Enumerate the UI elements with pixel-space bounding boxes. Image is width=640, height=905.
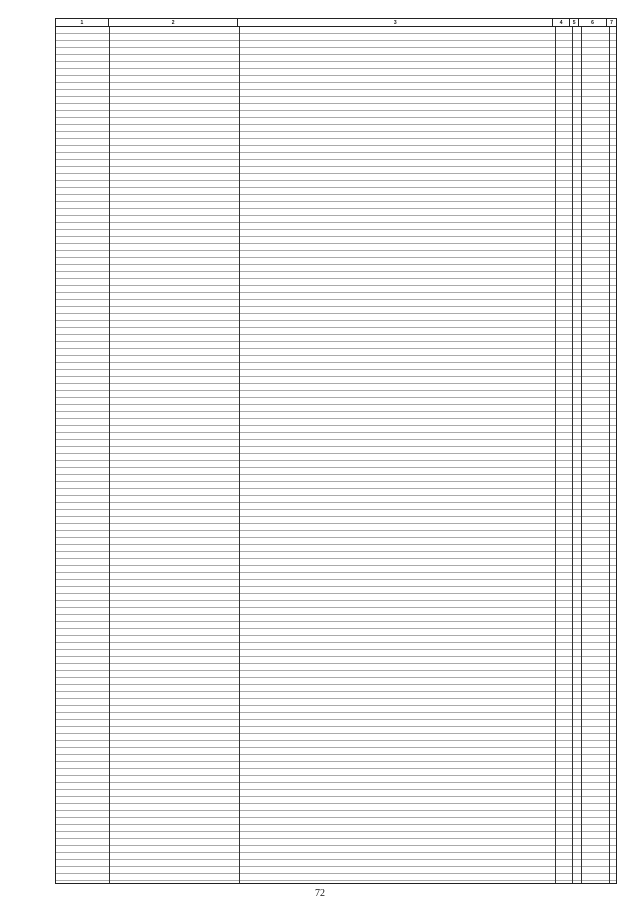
page-number: 72 [315,888,325,899]
column-divider [239,27,240,883]
column-divider [581,27,582,883]
column-header: 3 [238,19,553,26]
column-divider [572,27,573,883]
column-divider [609,27,610,883]
column-header: 6 [579,19,607,26]
column-header: 5 [570,19,579,26]
column-header: 2 [109,19,239,26]
table-header-row [55,18,617,27]
table-body [55,27,617,884]
column-divider [109,27,110,883]
column-header: 1 [56,19,109,26]
column-header: 4 [553,19,570,26]
column-divider [555,27,556,883]
document-table [55,18,617,884]
column-header: 7 [610,19,613,26]
